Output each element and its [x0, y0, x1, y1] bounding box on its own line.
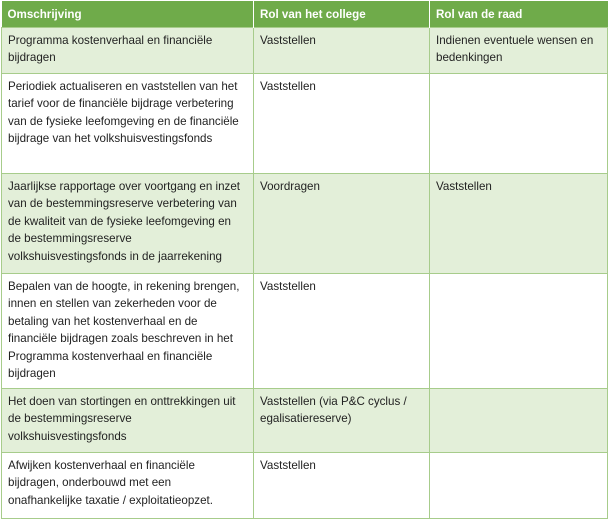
table-row: [2, 173, 608, 273]
cell-raad-role: Indienen eventuele wensen en bedenkingen: [430, 27, 608, 73]
cell-description: Programma kostenverhaal en financiële bijdragen: [2, 27, 254, 73]
header-rol-raad: Rol van de raad: [430, 1, 608, 27]
cell-description: Bepalen van de hoogte, in rekening brengen, innen en stellen van zekerheden voor de betaling van het kostenverhaal en de financiële bijdragen zoals beschreven in het Programma kostenverhaal en financiële bijdragen: [2, 273, 254, 388]
cell-college-role: Vaststellen (via P&C cyclus / egalisatiereserve): [254, 388, 430, 452]
cell-description: Periodiek actualiseren en vaststellen van het tarief voor de financiële bijdrage verbetering van de fysieke leefomgeving en de financiële bijdrage van het volkshuisvestingsfonds: [2, 73, 254, 173]
cell-college-role: Vaststellen: [254, 73, 430, 173]
cell-college-role: Vaststellen: [254, 273, 430, 388]
cell-description: Jaarlijkse rapportage over voortgang en inzet van de bestemmingsreserve verbetering van de kwaliteit van de fysieke leefomgeving en de bestemmingsreserve volkshuisvestingsfonds in de jaarrekening: [2, 173, 254, 273]
table-row: [2, 73, 608, 173]
header-row: [2, 1, 608, 27]
cell-description: Afwijken kostenverhaal en financiële bijdragen, onderbouwd met een onafhankelijke taxatie / exploitatieopzet.: [2, 452, 254, 518]
cell-raad-role: Vaststellen: [430, 173, 608, 273]
header-rol-college: Rol van het college: [254, 1, 430, 27]
table-row: [2, 27, 608, 73]
header-omschrijving: Omschrijving: [2, 1, 254, 27]
cell-raad-role: [430, 388, 608, 452]
cell-college-role: Vaststellen: [254, 452, 430, 518]
table-row: [2, 273, 608, 388]
cell-description: Het doen van stortingen en onttrekkingen uit de bestemmingsreserve volkshuisvestingsfonds: [2, 388, 254, 452]
cell-raad-role: [430, 273, 608, 388]
cell-college-role: Voordragen: [254, 173, 430, 273]
cell-raad-role: [430, 452, 608, 518]
cell-college-role: Vaststellen: [254, 27, 430, 73]
cell-raad-role: [430, 73, 608, 173]
table-row: [2, 452, 608, 518]
table-row: [2, 388, 608, 452]
roles-table: [1, 1, 608, 519]
